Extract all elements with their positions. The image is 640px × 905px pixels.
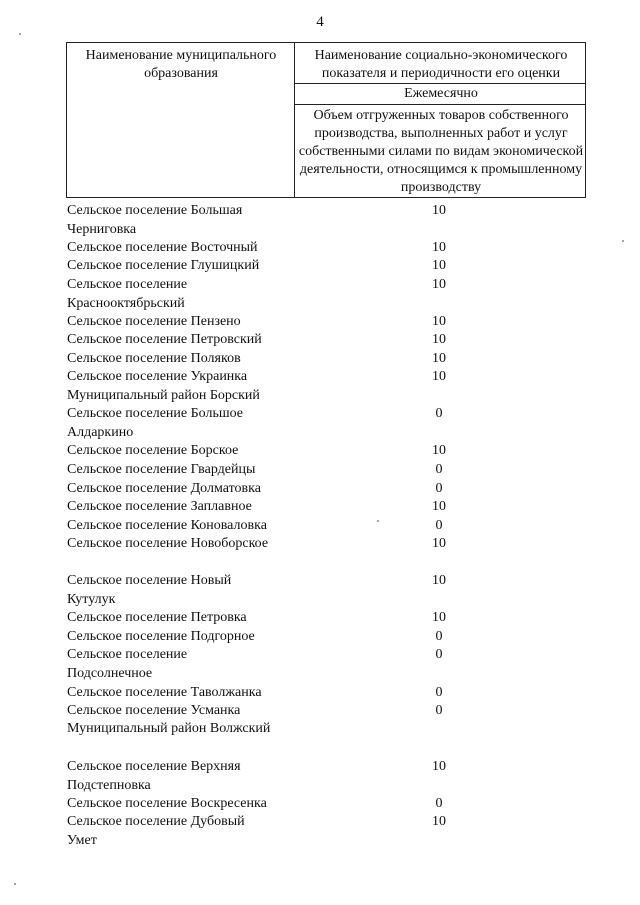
municipality-name: Сельское поселение Подгорное bbox=[67, 629, 255, 644]
indicator-value: 10 bbox=[432, 351, 446, 366]
indicator-value: 0 bbox=[435, 685, 443, 700]
municipality-name: Сельское поселение Пензено bbox=[67, 314, 241, 329]
indicator-value: 10 bbox=[432, 610, 446, 625]
indicator-value: 10 bbox=[432, 369, 446, 384]
municipality-name: Сельское поселение Борское bbox=[67, 443, 239, 458]
municipality-name: Сельское поселение Петровский bbox=[67, 332, 262, 347]
municipality-name: Сельское поселение Большая Черниговка bbox=[67, 203, 243, 237]
indicator-value: 0 bbox=[435, 703, 443, 718]
scan-speck bbox=[19, 33, 21, 35]
municipality-name: Сельское поселение Глушицкий bbox=[67, 258, 260, 273]
indicator-value: 0 bbox=[435, 629, 443, 644]
table-header bbox=[66, 42, 586, 198]
header-municipality: Наименование муниципального образования bbox=[85, 48, 277, 81]
municipality-name: Сельское поселение Петровка bbox=[67, 610, 247, 625]
header-indicator-title: Наименование социально-экономического показателя и периодичности его оценки bbox=[314, 48, 568, 81]
indicator-value: 10 bbox=[432, 258, 446, 273]
municipality-name: Сельское поселение Гвардейцы bbox=[67, 462, 256, 477]
header-rule bbox=[295, 104, 586, 105]
scan-speck bbox=[622, 240, 624, 242]
municipality-name: Сельское поселение Долматовка bbox=[67, 481, 261, 496]
header-indicator: Объем отгруженных товаров собственного производства, выполненных работ и услуг собственными силами по видам экономической деятельности, относящимся к промышленному производству bbox=[298, 108, 584, 195]
municipality-name: Сельское поселение Восточный bbox=[67, 240, 258, 255]
municipality-name: Сельское поселение Поляков bbox=[67, 351, 241, 366]
municipality-name: Сельское поселение Новый Кутулук bbox=[67, 573, 232, 607]
indicator-value: 10 bbox=[432, 332, 446, 347]
indicator-value: 0 bbox=[435, 481, 443, 496]
district-heading: Муниципальный район Борский bbox=[67, 388, 260, 403]
district-heading: Муниципальный район Волжский bbox=[67, 721, 271, 736]
municipality-name: Сельское поселение Верхняя Подстепновка bbox=[67, 759, 241, 793]
municipality-name: Сельское поселение Таволжанка bbox=[67, 685, 262, 700]
indicator-value: 0 bbox=[435, 462, 443, 477]
indicator-value: 10 bbox=[432, 314, 446, 329]
municipality-name: Сельское поселение Подсолнечное bbox=[67, 647, 188, 681]
municipality-name: Сельское поселение Краснооктябрьский bbox=[67, 277, 188, 311]
indicator-value: 0 bbox=[435, 518, 443, 533]
indicator-value: 10 bbox=[432, 203, 446, 218]
municipality-name: Сельское поселение Воскресенка bbox=[67, 796, 267, 811]
indicator-value: 0 bbox=[435, 406, 443, 421]
indicator-value: 10 bbox=[432, 499, 446, 514]
indicator-value: 0 bbox=[435, 647, 443, 662]
indicator-value: 0 bbox=[435, 796, 443, 811]
municipality-name: Сельское поселение Новоборское bbox=[67, 536, 269, 551]
municipality-name: Сельское поселение Дубовый Умет bbox=[67, 814, 245, 848]
municipality-name: Сельское поселение Заплавное bbox=[67, 499, 252, 514]
municipality-name: Сельское поселение Большое Алдаркино bbox=[67, 406, 244, 440]
indicator-value: 10 bbox=[432, 443, 446, 458]
municipality-name: Сельское поселение Коноваловка bbox=[67, 518, 267, 533]
indicator-value: 10 bbox=[432, 536, 446, 551]
indicator-value: 10 bbox=[432, 759, 446, 774]
header-rule bbox=[295, 83, 586, 84]
indicator-value: 10 bbox=[432, 277, 446, 292]
page-number: 4 bbox=[316, 14, 324, 30]
scan-speck bbox=[377, 520, 379, 522]
indicator-value: 10 bbox=[432, 240, 446, 255]
column-divider bbox=[294, 43, 295, 197]
municipality-name: Сельское поселение Усманка bbox=[67, 703, 241, 718]
scan-speck bbox=[14, 883, 16, 885]
header-period: Ежемесячно bbox=[404, 86, 478, 101]
municipality-name: Сельское поселение Украинка bbox=[67, 369, 248, 384]
indicator-value: 10 bbox=[432, 814, 446, 829]
indicator-value: 10 bbox=[432, 573, 446, 588]
